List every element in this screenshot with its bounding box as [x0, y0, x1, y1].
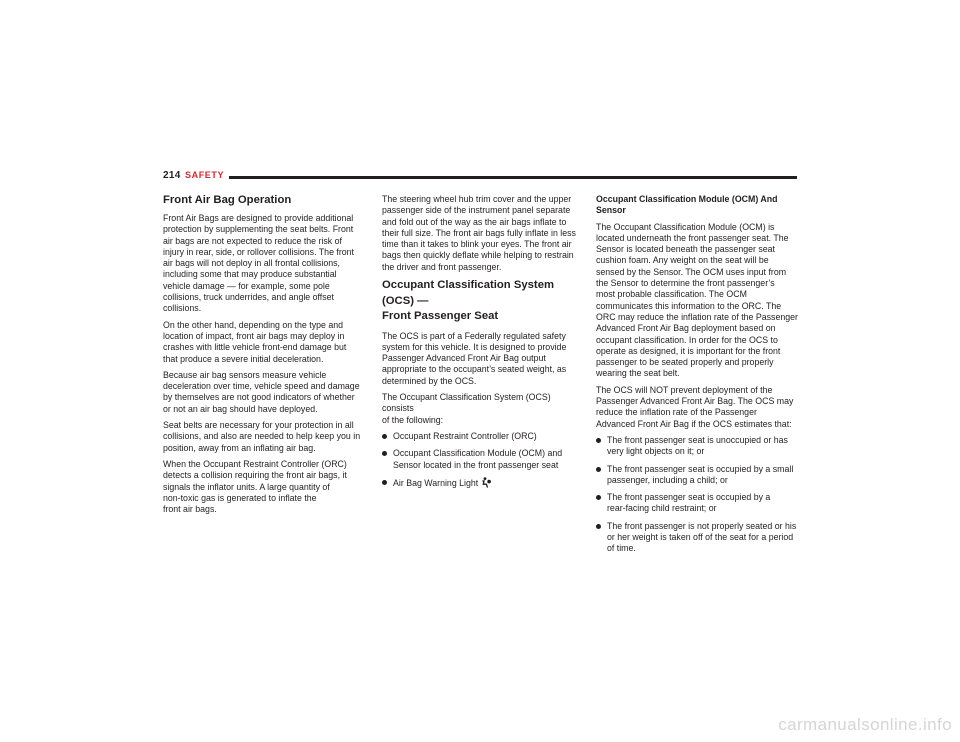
- paragraph: Because air bag sensors measure vehicle deceleration over time, vehicle speed and damage by themselves are not good indicators of whether or not an air bag should have deployed.: [163, 369, 360, 414]
- section-title: SAFETY: [185, 170, 225, 180]
- ocm-subheading: Occupant Classification Module (OCM) And Sensor: [596, 194, 778, 216]
- list-item-text: The front passenger is not properly seated or his or her weight is taken off of the seat for a period of time.: [607, 520, 797, 554]
- ocs-components-list: [382, 431, 580, 491]
- list-item: [596, 492, 801, 515]
- page-header: [163, 170, 797, 184]
- list-item-text: The front passenger seat is unoccupied or has very light objects on it; or: [607, 434, 788, 457]
- column-2: [382, 194, 580, 497]
- ocs-conditions-list: [596, 435, 801, 555]
- list-item: [596, 464, 801, 487]
- list-item-text: Occupant Classification Module (OCM) and Sensor located in the front passenger seat: [393, 448, 563, 470]
- list-item-text: The front passenger seat is occupied by a rear-facing child restraint; or: [607, 492, 771, 514]
- list-item: [382, 431, 580, 442]
- list-item-text: Air Bag Warning Light: [393, 477, 479, 488]
- list-item-text: The front passenger seat is occupied by a small passenger, including a child; or: [607, 463, 794, 485]
- bullet-icon: [596, 438, 601, 443]
- bullet-icon: [596, 467, 601, 472]
- bullet-icon: [382, 480, 387, 485]
- bullet-icon: [382, 451, 387, 456]
- page-number: 214: [163, 170, 181, 181]
- list-item-text: Occupant Restraint Controller (ORC): [393, 430, 537, 441]
- column-3: [596, 194, 801, 561]
- front-air-bag-operation-heading: Front Air Bag Operation: [163, 194, 292, 206]
- column-1: [163, 194, 368, 520]
- paragraph: The OCS will NOT prevent deployment of the Passenger Advanced Front Air Bag. The OCS may reduce the inflation rate of the Passenger Advanced Front Air Bag if the OCS estimates that:: [596, 384, 794, 429]
- paragraph: The Occupant Classification System (OCS) consists of the following:: [382, 392, 551, 425]
- list-item: [382, 477, 580, 491]
- airbag-warning-icon: [481, 477, 491, 491]
- paragraph: Front Air Bags are designed to provide additional protection by supplementing the seat belts. Front air bags are not expected to reduce the risk of injury in rear, side, or rollover collisions. The front air bags will not deploy in all frontal collisions, including some that may produce substantial vehicle damage — for example, some pole collisions, truck underrides, and angle offset collisions.: [163, 213, 355, 314]
- paragraph: The steering wheel hub trim cover and the upper passenger side of the instrument panel separate and fold out of the way as the air bags inflate to their full size. The front air bags fully inflate in less time than it takes to blink your eyes. The front air bags then quickly deflate while helping to restrain the driver and front passenger.: [382, 194, 576, 272]
- paragraph: On the other hand, depending on the type and location of impact, front air bags may deploy in crashes with little vehicle front-end damage but that produce a severe initial deceleration.: [163, 319, 347, 364]
- paragraph: Seat belts are necessary for your protection in all collisions, and also are needed to help keep you in position, away from an inflating air bag.: [163, 420, 361, 453]
- header-rule: [229, 176, 797, 179]
- paragraph: The OCS is part of a Federally regulated safety system for this vehicle. It is designed to provide Passenger Advanced Front Air Bag output appropriate to the occupant’s seated weight, as determined by the OCS.: [382, 330, 567, 386]
- list-item: [382, 448, 580, 471]
- list-item: [596, 435, 801, 458]
- bullet-icon: [596, 524, 601, 529]
- bullet-icon: [596, 495, 601, 500]
- list-item: [596, 521, 801, 555]
- watermark: carmanualsonline.info: [778, 715, 952, 734]
- bullet-icon: [382, 434, 387, 439]
- ocs-heading: Occupant Classification System (OCS) — Front Passenger Seat: [382, 279, 555, 323]
- paragraph: The Occupant Classification Module (OCM) is located underneath the front passenger seat. The Sensor is located beneath the passenger seat cushion foam. Any weight on the seat will be sensed by the Sensor. The OCM uses input from the Sensor to determine the front passenger’s most probable classification. The OCM communicates this information to the ORC. The ORC may reduce the inflation rate of the Passenger Advanced Front Air Bag deployment based on occupant classification. In order for the OCS to operate as designed, it is important for the front passenger to be seated properly and properly wearing the seat belt.: [596, 221, 798, 379]
- paragraph: When the Occupant Restraint Controller (ORC) detects a collision requiring the front air bags, it signals the inflator units. A large quantity of non-toxic gas is generated to inflate the front air bags.: [163, 458, 347, 515]
